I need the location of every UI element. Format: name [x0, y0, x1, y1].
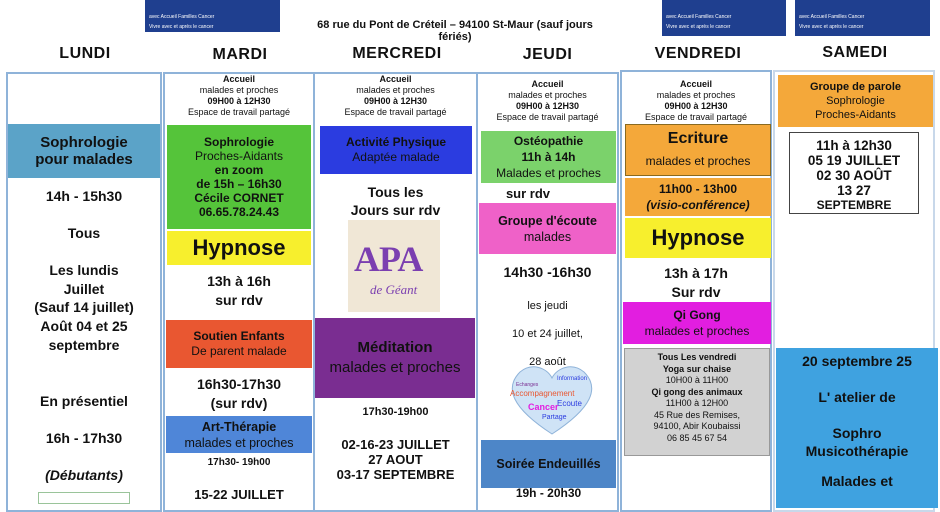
vendredi-ecriture-visio: (visio-conférence) — [646, 198, 750, 212]
vendredi-qigong-title: Qi Gong — [673, 308, 721, 322]
mardi-sophro-who: Proches-Aidants — [194, 149, 284, 163]
jeudi-accueil-title: Accueil — [531, 79, 564, 89]
mardi-accueil-who: malades et proches — [199, 85, 279, 95]
samedi-groupe — [778, 75, 933, 127]
lundi-time: 14h - 15h30 — [45, 188, 123, 204]
mercredi-accueil-who: malades et proches — [356, 85, 435, 95]
mercredi-activite — [320, 126, 472, 174]
vendredi-tous-yoga: Yoga sur chaise — [662, 363, 732, 374]
mardi-art — [166, 416, 312, 453]
vendredi-tous-address: 45 Rue des Remises, — [653, 409, 741, 420]
jeudi-osteo-title: Ostéopathie — [513, 134, 584, 148]
jeudi-groupe-who: malades — [523, 229, 572, 244]
samedi-groupe-title: Groupe de parole — [809, 81, 902, 93]
mardi-art-title: Art-Thérapie — [201, 419, 277, 434]
samedi-atelier — [776, 348, 938, 508]
samedi-dates-sept-days: 13 27 — [837, 183, 871, 198]
heart-word-partage: Partage — [542, 414, 567, 421]
banner-right-1-line-2: Vivre avec et après le cancer — [666, 24, 731, 30]
jeudi-groupe — [479, 203, 616, 254]
day-vendredi: VENDREDI — [654, 45, 742, 62]
heart-word-accompagnement: Accompagnement — [510, 389, 575, 398]
samedi-dates — [789, 132, 919, 214]
lundi-les-lundis: Les lundis — [49, 262, 119, 278]
vendredi-hypnose: Hypnose — [625, 218, 771, 258]
mercredi-meditation-title: Méditation — [357, 339, 433, 356]
mercredi-accueil-time: 09H00 à 12H30 — [363, 96, 428, 106]
mardi-hypnose-time — [165, 272, 313, 310]
banner-left — [145, 0, 280, 32]
heart-logo — [502, 358, 602, 438]
jeudi-soiree: Soirée Endeuillés — [481, 440, 616, 488]
mercredi-med-time: 17h30-19h00 — [362, 406, 429, 418]
vendredi-tous-qigong: Qi gong des animaux — [651, 386, 743, 397]
jeudi-groupe-date-1: les jeudi — [527, 300, 568, 312]
mardi-accueil-title: Accueil — [222, 74, 255, 84]
vendredi-ecriture-hours: 11h00 - 13h00 — [658, 182, 738, 196]
vendredi-tous-contact: 94100, Abir Koubaissi — [653, 421, 741, 431]
mardi-sophro-phone: 06.65.78.24.43 — [198, 205, 280, 219]
jeudi-groupe-title: Groupe d'écoute — [498, 213, 597, 228]
vendredi-accueil — [622, 79, 770, 123]
samedi-atelier-musico: Musicothérapie — [805, 443, 909, 459]
mercredi-activite-title: Activité Physique — [345, 135, 447, 149]
vendredi-accueil-title: Accueil — [679, 79, 712, 89]
banner-right-1-line-1: avec Accueil Familles Cancer — [666, 14, 732, 20]
mardi-sophro — [167, 125, 311, 229]
lundi-sauf: (Sauf 14 juillet) — [34, 299, 134, 315]
mardi-sophro-zoom: en zoom — [214, 163, 264, 177]
mercredi-activite-who: Adaptée malade — [352, 150, 440, 164]
vendredi-accueil-who: malades et proches — [656, 90, 736, 100]
vendredi-hypnose-rdv: Sur rdv — [671, 284, 721, 300]
vendredi-tous-yoga-time: 10H00 à 11H00 — [665, 375, 729, 385]
mercredi-accueil-place: Espace de travail partagé — [344, 107, 447, 117]
jeudi-osteo — [481, 131, 616, 183]
heart-word-ecoute: Ecoute — [557, 399, 582, 408]
vendredi-ecriture-time — [625, 178, 771, 216]
mardi-hypnose-rdv: sur rdv — [215, 292, 263, 308]
mardi-sophro-time: de 15h – 16h30 — [196, 177, 282, 191]
mardi-art-who: malades et proches — [184, 435, 294, 450]
lundi-title — [8, 124, 160, 178]
samedi-atelier-sophro: Sophro — [832, 425, 882, 441]
samedi-dates-time: 11h à 12h30 — [816, 138, 892, 153]
day-mercredi: MERCREDI — [352, 45, 442, 62]
vendredi-tous — [624, 348, 770, 456]
apa-logo — [348, 220, 440, 312]
jeudi-osteo-who: Malades et proches — [496, 166, 601, 180]
day-mardi: MARDI — [212, 46, 268, 63]
lundi-juillet: Juillet — [63, 281, 105, 297]
mardi-sophro-name: Cécile CORNET — [194, 191, 284, 205]
jeudi-accueil — [478, 79, 617, 123]
mardi-soutien-rdv: (sur rdv) — [210, 395, 268, 411]
vendredi-ecriture-who: malades et proches — [645, 154, 751, 168]
lundi-tous: Tous — [67, 225, 101, 241]
mercredi-meditation-who: malades et proches — [329, 359, 461, 376]
mardi-accueil-place: Espace de travail partagé — [187, 107, 291, 117]
jeudi-osteo-rdv: sur rdv — [505, 186, 551, 201]
vendredi-tous-title: Tous Les vendredi — [657, 352, 737, 362]
lundi-aout: Août 04 et 25 — [40, 318, 128, 334]
mardi-soutien — [166, 320, 312, 368]
samedi-atelier-title: L' atelier de — [818, 389, 896, 405]
vendredi-ecriture-title: Ecriture — [667, 130, 729, 147]
mercredi-accueil-title: Accueil — [379, 74, 412, 84]
vendredi-accueil-time: 09H00 à 12H30 — [664, 101, 728, 111]
heart-word-echanges: Echanges — [516, 382, 539, 388]
mardi-art-time: 17h30- 19h00 — [207, 457, 271, 468]
samedi-dates-septembre: SEPTEMBRE — [816, 198, 892, 212]
mercredi-tous-line-1: Tous les — [367, 184, 424, 200]
mardi-art-dates: 15-22 JUILLET — [194, 487, 284, 502]
mercredi-med-dates-3: 03-17 SEPTEMBRE — [336, 467, 455, 482]
vendredi-hypnose-hours: 13h à 17h — [664, 265, 728, 281]
banner-left-line-2: Vivre avec et après le cancer — [149, 24, 214, 30]
lundi-presentiel: En présentiel — [40, 393, 128, 409]
vendredi-accueil-place: Espace de travail partagé — [644, 112, 748, 122]
samedi-groupe-sophro: Sophrologie — [826, 95, 885, 107]
mardi-soutien-time — [165, 375, 313, 413]
day-samedi: SAMEDI — [822, 44, 888, 61]
jeudi-groupe-date-2: 10 et 24 juillet, — [512, 328, 583, 340]
samedi-atelier-who: Malades et — [821, 473, 893, 489]
lundi-debutants: (Débutants) — [45, 467, 123, 483]
mardi-accueil-time: 09H00 à 12H30 — [207, 96, 271, 106]
mercredi-accueil — [315, 74, 476, 118]
jeudi-groupe-date-3: 28 août — [529, 356, 566, 368]
mardi-soutien-title: Soutien Enfants — [193, 329, 285, 343]
mercredi-med-dates-1: 02-16-23 JUILLET — [341, 437, 450, 452]
address: 68 rue du Pont de Créteil – 94100 St-Maur (sauf jours fériés) — [317, 19, 593, 43]
lundi-title-line-2: pour malades — [35, 151, 133, 168]
samedi-dates-juillet: 05 19 JUILLET — [807, 153, 901, 168]
vendredi-tous-phone: 06 85 45 67 54 — [666, 432, 728, 443]
apa-logo-subtitle: de Géant — [370, 282, 418, 297]
banner-right-1 — [662, 0, 786, 36]
mardi-soutien-who: De parent malade — [191, 344, 287, 358]
jeudi-accueil-place: Espace de travail partagé — [496, 112, 599, 122]
mardi-soutien-hours: 16h30-17h30 — [196, 376, 282, 392]
jeudi-soiree-time: 19h - 20h30 — [515, 486, 582, 500]
mercredi-meditation — [315, 318, 475, 398]
vendredi-qigong — [623, 302, 771, 344]
mercredi-tous — [315, 183, 476, 219]
banner-left-line-1: avec Accueil Familles Cancer — [149, 14, 215, 20]
day-lundi: LUNDI — [59, 45, 111, 62]
lundi-time-2: 16h - 17h30 — [45, 430, 123, 446]
jeudi-osteo-time: 11h à 14h — [521, 150, 576, 164]
vendredi-qigong-who: malades et proches — [644, 324, 750, 338]
vendredi-hypnose-time — [622, 264, 770, 302]
samedi-groupe-who: Proches-Aidants — [815, 109, 896, 121]
banner-right-2 — [795, 0, 930, 36]
day-jeudi: JEUDI — [522, 46, 573, 63]
lundi-title-line-1: Sophrologie — [40, 134, 128, 151]
mardi-hypnose: Hypnose — [167, 231, 311, 265]
jeudi-accueil-time: 09H00 à 12H30 — [515, 101, 580, 111]
banner-right-2-line-1: avec Accueil Familles Cancer — [799, 14, 865, 20]
apa-logo-text: APA — [354, 239, 423, 279]
vendredi-ecriture — [625, 124, 771, 176]
jeudi-groupe-time: 14h30 -16h30 — [503, 264, 592, 280]
heart-word-information: Information — [557, 376, 588, 382]
heart-word-cancer: Cancer — [528, 402, 559, 412]
mercredi-med-dates-2: 27 AOUT — [368, 452, 423, 467]
mardi-sophro-title: Sophrologie — [204, 135, 274, 149]
lundi-bottom-box — [38, 492, 130, 504]
mardi-hypnose-hours: 13h à 16h — [207, 273, 271, 289]
lundi-septembre: septembre — [48, 337, 120, 353]
mardi-accueil — [165, 74, 313, 118]
mercredi-med-dates — [315, 437, 476, 482]
banner-right-2-line-2: Vivre avec et après le cancer — [799, 24, 864, 30]
mercredi-tous-line-2: Jours sur rdv — [350, 202, 441, 218]
jeudi-accueil-who: malades et proches — [508, 90, 587, 100]
samedi-dates-aout: 02 30 AOÛT — [816, 168, 892, 183]
vendredi-tous-qigong-time: 11H00 à 12H00 — [665, 398, 729, 408]
samedi-atelier-date: 20 septembre 25 — [802, 353, 912, 369]
